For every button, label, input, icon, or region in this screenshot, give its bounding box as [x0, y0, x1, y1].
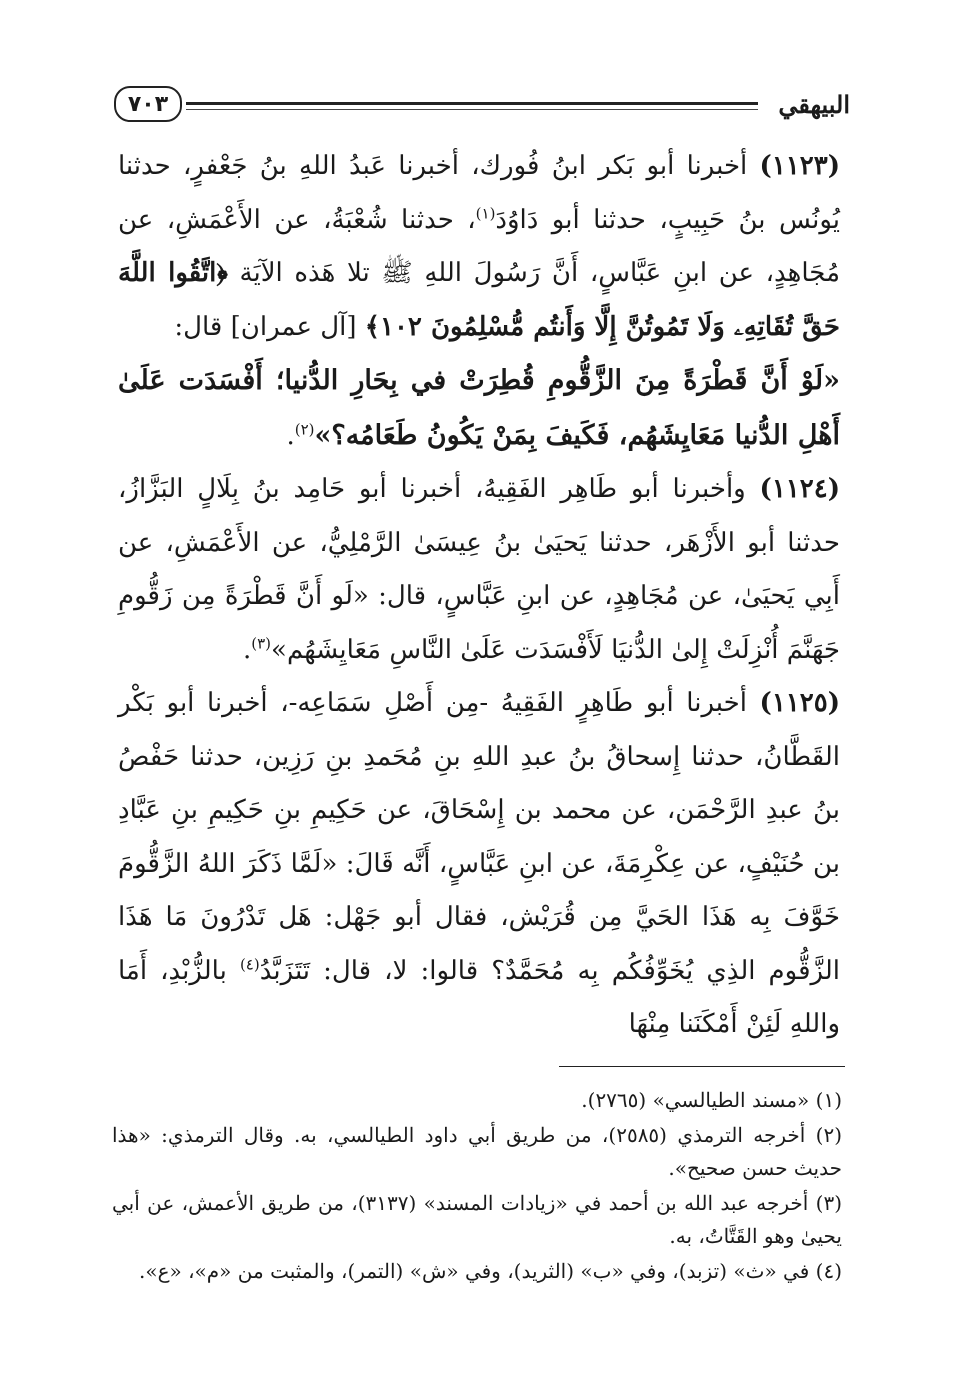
hadith-1123: [118, 140, 840, 354]
page-number: ٧٠٣: [114, 86, 182, 122]
hadith-text-cont: بالزُّبْدِ، أَمَا واللهِ لَئِنْ أَمْكَنَنا مِنْهَا: [118, 955, 840, 1039]
footnote-2: (٢) أخرجه الترمذي (٢٥٨٥)، من طريق أبي داود الطيالسي، به. وقال الترمذي: «هذا حديث حسن صحيح».: [112, 1123, 842, 1180]
footnotes: [112, 1084, 842, 1290]
footnote-ref: (١): [475, 203, 496, 222]
footnote-separator: [559, 1066, 845, 1067]
footnote-4: (٤) في «ث» (تزبد)، وفي «ب» (الثريد)، وفي «ش» (التمر)، والمثبت من «م»، «ع».: [138, 1259, 842, 1283]
footnote-ref: (٢): [294, 419, 315, 438]
isnad-text: أخبرنا أبو بَكر ابنُ فُورك، أخبرنا عَبدُ اللهِ بنُ جَعْفرٍ، حدثنا يُونُس بنُ حَبِيبٍ، حدثنا أبو دَاوُدَ: [118, 151, 840, 235]
isnad-text-cont: ، حدثنا شُعْبَةُ، عن الأَعْمَشِ، عن مُجَاهِدٍ، عن ابنِ عَبَّاسٍ، أَنَّ رَسُولَ اللهِ ﷺ تلا هَذه الآيَة: [118, 204, 841, 288]
hadith-number: (١١٢٤): [759, 474, 841, 504]
footnote-3: (٣) أخرجه عبد الله بن أحمد في «زيادات المسند» (٣١٣٧)، من طريق الأعمش، عن أبي يحيىٰ وهو القَتَّاتُ، به.: [112, 1191, 843, 1248]
ayah-reference: [آل عمران] قال:: [174, 311, 357, 342]
hadith-number: (١١٢٥): [759, 688, 840, 718]
hadith-1123-matn: «لَوْ أَنَّ قَطْرَةً مِنَ الزَّقُّومِ قُطِرَتْ في بِحَارِ الدُّنيا؛ أَفْسَدَت عَلَىٰ أَهْلِ الدُّنيا مَعَايِشَهُم، فَكَيفَ بِمَنْ يَكُونُ طَعَامُه؟»$^{(٢)}$.: [118, 365, 840, 451]
main-text: [118, 140, 840, 1052]
book-title: البيهقي: [778, 90, 850, 119]
header-rule-thin: [186, 109, 758, 110]
hadith-text: وأخبرنا أبو طَاهِر الفَقِيهُ، أخبرنا أبو حَامِد بنُ بِلَالٍ البَزَّازُ، حدثنا أبو الأَزْهَر، حدثنا يَحيَىٰ بنُ عِيسَىٰ الرَّمْلِيُّ، عن الأَعْمَشِ، عن أَبِي يَحيَىٰ، عن مُجَاهِدٍ، عن ابنِ عَبَّاسٍ، قال: «لَو أَنَّ قَطْرَةً مِن زَقُّومِ جَهَنَّمَ أُنْزِلَتْ إِلىٰ الدُّنيَا لَأَفْسَدَت عَلَىٰ النَّاسِ مَعَايِشَهُم»: [118, 474, 840, 665]
quran-ayah: ﴿اتَّقُوا اللَّهَ حَقَّ تُقَاتِهِۦ وَلَا تَمُوتُنَّ إِلَّا وَأَنتُم مُّسْلِمُونَ ١٠٢﴾: [118, 258, 840, 342]
footnote-1: (١) «مسند الطيالسي» (٢٧٦٥).: [581, 1088, 842, 1112]
footnote-ref: (٣): [251, 633, 272, 652]
page-header: [112, 86, 850, 130]
hadith-1125: [118, 677, 840, 1052]
hadith-matn: «لَوْ أَنَّ قَطْرَةً مِنَ الزَّقُّومِ قُطِرَتْ في بِحَارِ الدُّنيا؛ أَفْسَدَت عَلَىٰ أَهْلِ الدُّنيا مَعَايِشَهُم، فَكَيفَ بِمَنْ يَكُونُ طَعَامُه؟»: [118, 365, 840, 451]
header-rule: [186, 102, 758, 105]
hadith-number: (١١٢٣): [759, 151, 841, 181]
hadith-1124: (١١٢٤) وأخبرنا أبو طَاهِر الفَقِيهُ، أخبرنا أبو حَامِد بنُ بِلَالٍ البَزَّازُ، حدثنا أبو الأَزْهَر، حدثنا يَحيَىٰ بنُ عِيسَىٰ الرَّمْلِيُّ، عن الأَعْمَشِ، عن أَبِي يَحيَىٰ، عن مُجَاهِدٍ، عن ابنِ عَبَّاسٍ، قال: «لَو أَنَّ قَطْرَةً مِن زَقُّومِ جَهَنَّمَ أُنْزِلَتْ إِلىٰ الدُّنيَا لَأَفْسَدَت عَلَىٰ النَّاسِ مَعَايِشَهُم»$^{(٣)}$.: [118, 474, 841, 665]
hadith-text: أخبرنا أبو طَاهِرٍ الفَقِيهُ -مِن أَصْلِ سَمَاعِه-، أخبرنا أبو بَكْر القَطَّانُ، حدثنا إِسحاقُ بنُ عبدِ اللهِ بنِ مُحَمدِ بنِ رَزِين، حدثنا حَفْصُ بنُ عبدِ الرَّحْمَن، عن محمد بن إِسْحَاقَ، عن حَكِيمِ بنِ حَكِيمِ بنِ عَبَّادِ بن حُنَيْفٍ، عن عِكْرِمَةَ، عن ابنِ عَبَّاسٍ، أَنَّه قَالَ: «لَمَّا ذَكَرَ اللهُ الزَّقُّومَ خَوَّفَ بِه هَذَا الحَيَّ مِن قُرَيْش، فقال أبو جَهْل: هَل تَدْرُونَ مَا هَذَا الزَّقُّوم الذِي يُخَوِّفُكُم بِه مُحَمَّدٌ؟ قالوا: لا، قال: تَتَزَبَّدُ: [118, 688, 841, 986]
footnote-ref: (٤): [239, 954, 260, 973]
